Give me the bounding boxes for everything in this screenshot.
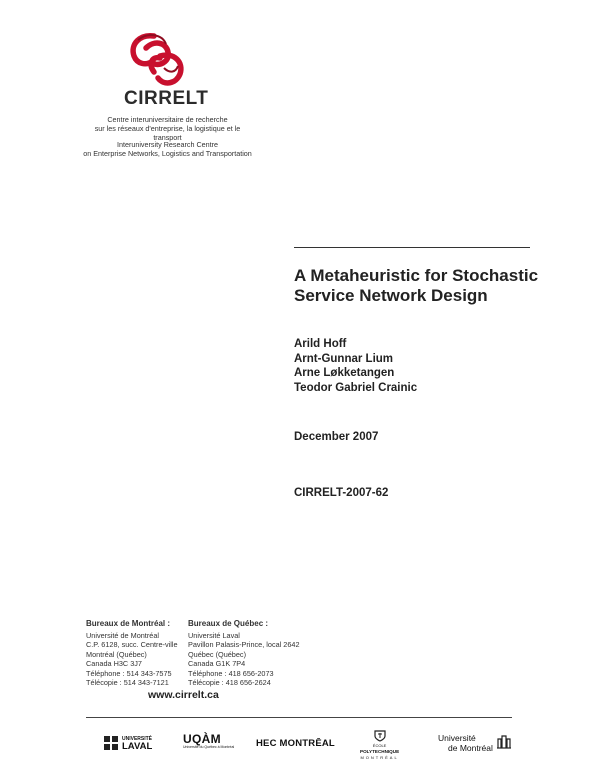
- author: Arild Hoff: [294, 338, 347, 350]
- laval-crest-icon: [103, 735, 119, 751]
- office-heading: Bureaux de Québec :: [188, 619, 269, 628]
- org-name: CIRRELT: [124, 88, 209, 109]
- tagline-english: Interuniversity Research Centre on Enterprise Networks, Logistics and Transportation: [83, 140, 252, 158]
- author: Arnt-Gunnar Lium: [294, 352, 394, 365]
- author: Arne Løkketangen: [294, 367, 395, 379]
- udem-logo: Université de Montréal: [438, 733, 512, 753]
- polytechnique-crest-icon: [373, 730, 387, 742]
- footer-divider: [86, 717, 512, 718]
- quebec-office: Bureaux de Québec : Université Laval Pavillon Palasis-Prince, local 2642 Québec (Québec) Canada G1K 7P4 Téléphone : 418 656-2073 Télécopie : 418 656-2624: [188, 619, 300, 687]
- paper-title: A Metaheuristic for Stochastic Service Network Design: [294, 266, 539, 305]
- title-divider: [294, 247, 530, 248]
- hec-montreal-logo: HEC MONTRĒAL: [256, 738, 335, 749]
- laval-logo: UNIVERSITÉ LAVAL: [103, 735, 152, 751]
- udem-crest-icon: [496, 733, 512, 749]
- website-link[interactable]: www.cirrelt.ca: [148, 689, 219, 701]
- tagline-french: Centre interuniversitaire de recherche sur les réseaux d'entreprise, la logistique et le transport: [94, 115, 241, 142]
- office-heading: Bureaux de Montréal :: [86, 619, 171, 628]
- uqam-logo: UQÀM Université du Québec à Montréal: [183, 732, 235, 749]
- author-list: [294, 337, 417, 395]
- author: Teodor Gabriel Crainic: [294, 381, 418, 394]
- cirrelt-logo-icon: [124, 28, 190, 90]
- publication-date: December 2007: [294, 431, 379, 443]
- montreal-office: Bureaux de Montréal : Université de Montréal C.P. 6128, succ. Centre-ville Montréal (Québec) Canada H3C 3J7 Téléphone : 514 343-7575 Télécopie : 514 343-7121: [86, 619, 178, 687]
- report-number: CIRRELT-2007-62: [294, 487, 389, 499]
- polytechnique-logo: ÉCOLE POLYTECHNIQUE MONTRÉAL: [360, 730, 399, 761]
